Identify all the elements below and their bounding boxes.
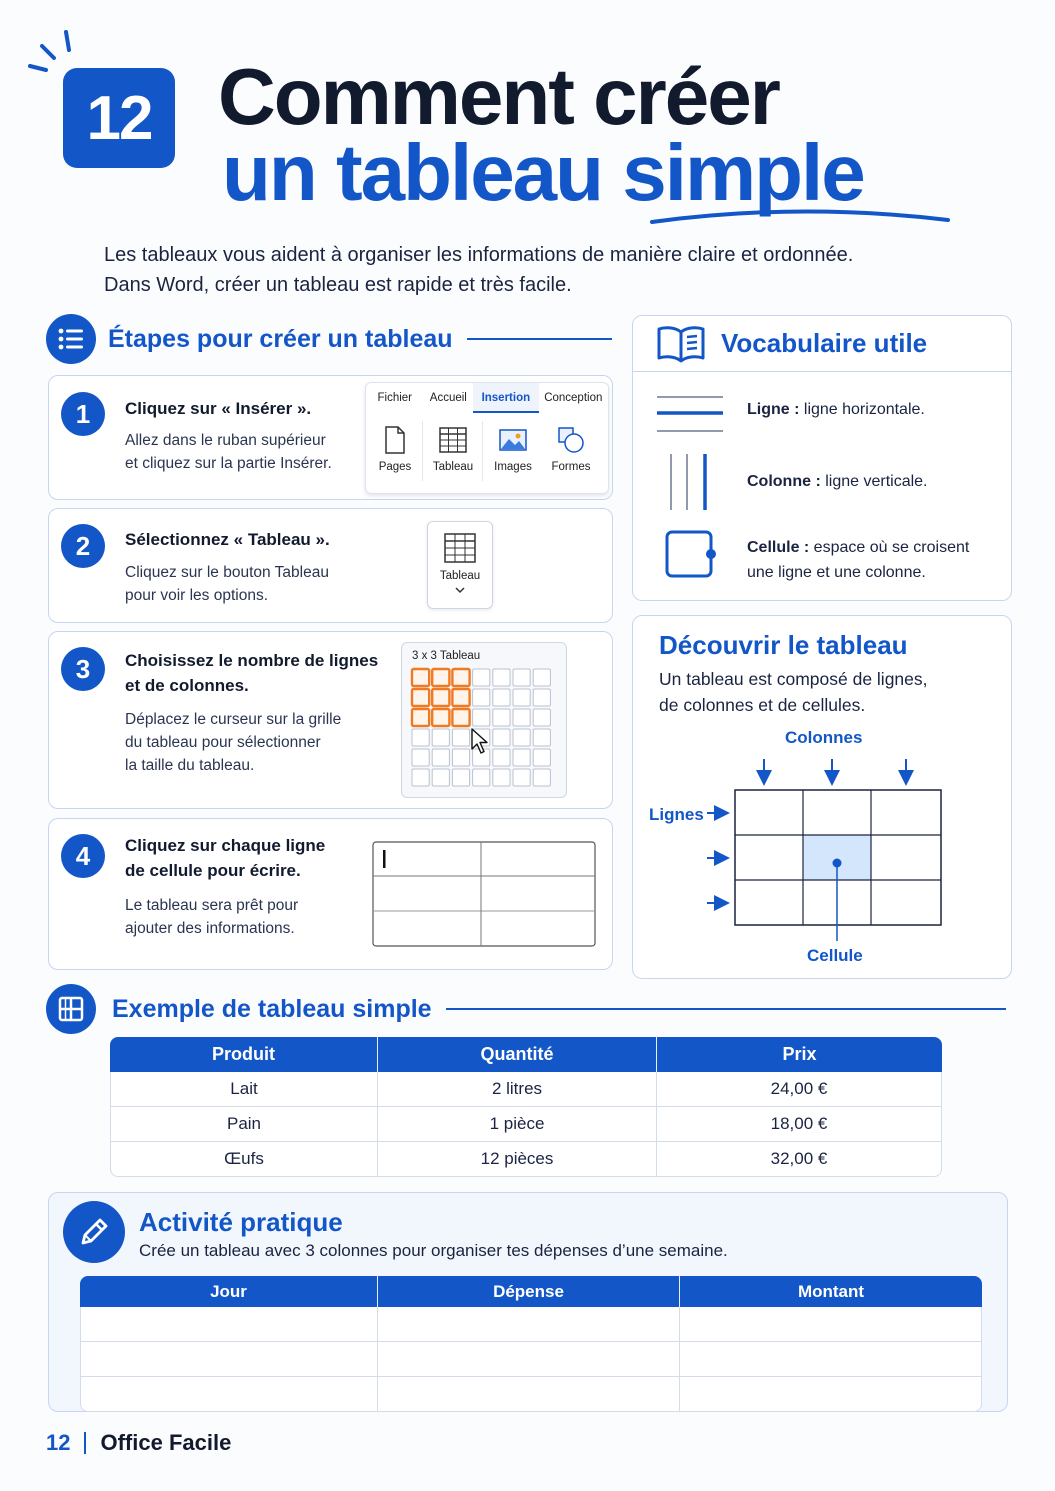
table-header-cell: Jour <box>80 1276 378 1307</box>
page-number: 12 <box>46 1430 71 1455</box>
example-table <box>110 1037 942 1177</box>
step-desc-line: Le tableau sera prêt pour <box>125 897 299 914</box>
step-card-1 <box>48 375 613 500</box>
example-section-header <box>46 984 1006 1034</box>
steps-section-title: Étapes pour créer un tableau <box>108 324 453 353</box>
table-row <box>110 1107 942 1142</box>
step-title-line: et de colonnes. <box>125 676 249 695</box>
grid-cell[interactable] <box>412 729 429 746</box>
table-cell: 24,00 € <box>657 1072 942 1107</box>
grid-cell[interactable] <box>533 729 550 746</box>
table-row <box>110 1142 942 1177</box>
vocab-term: Colonne : <box>747 473 821 490</box>
discover-panel <box>632 615 1012 979</box>
vocab-item-cellule <box>747 535 969 585</box>
grid-cell[interactable] <box>493 669 510 686</box>
ribbon-button-label: Pages <box>378 461 412 473</box>
step-title <box>125 648 378 698</box>
grid-cell[interactable] <box>513 709 530 726</box>
table-cell-empty[interactable] <box>80 1377 378 1412</box>
empty-table-preview[interactable] <box>372 841 598 949</box>
grid-picker-cells[interactable] <box>402 643 568 799</box>
steps-section-header <box>46 314 612 364</box>
step-description <box>125 708 341 777</box>
step-title-line: Cliquez sur chaque ligne <box>125 836 326 855</box>
table-cell: 32,00 € <box>657 1142 942 1177</box>
step-title: Cliquez sur « Insérer ». <box>125 399 312 418</box>
cell-label: Cellule <box>807 946 863 965</box>
table-row[interactable] <box>80 1377 982 1412</box>
ribbon-tab-insertion[interactable]: Insertion <box>473 383 538 413</box>
vocab-panel <box>632 315 1012 601</box>
grid-cell[interactable] <box>493 769 510 786</box>
table-cell: Œufs <box>110 1142 378 1177</box>
step-desc-line: Allez dans le ruban supérieur <box>125 432 326 449</box>
step-number-badge: 4 <box>61 834 105 878</box>
grid-cell[interactable] <box>533 749 550 766</box>
step-number-badge: 2 <box>61 524 105 568</box>
grid-cell[interactable] <box>513 749 530 766</box>
grid-cell[interactable] <box>412 769 429 786</box>
grid-cell[interactable] <box>432 729 449 746</box>
ribbon-button-images[interactable] <box>488 425 538 473</box>
ribbon-tab-fichier[interactable]: Fichier <box>377 392 413 404</box>
title-plain-text: un tableau <box>222 128 623 217</box>
step-card-2 <box>48 508 613 623</box>
page-footer <box>46 1430 231 1456</box>
ribbon-tab-conception[interactable]: Conception <box>544 392 603 404</box>
ribbon-button-tableau[interactable] <box>428 425 478 473</box>
step-title-line: de cellule pour écrire. <box>125 861 301 880</box>
title-underline-decoration <box>648 200 953 230</box>
activity-table[interactable] <box>80 1276 982 1412</box>
cell-icon <box>663 528 719 584</box>
intro-text <box>104 240 964 300</box>
table-cell-empty[interactable] <box>378 1377 680 1412</box>
table-header-row <box>110 1037 942 1072</box>
table-cell: 12 pièces <box>378 1142 657 1177</box>
grid-cell[interactable] <box>513 689 530 706</box>
table-row[interactable] <box>80 1342 982 1377</box>
table-header-row <box>80 1276 982 1307</box>
step-title-line: Choisissez le nombre de lignes <box>125 651 379 670</box>
rows-label: Lignes <box>649 805 704 824</box>
grid-icon <box>46 984 96 1034</box>
grid-cell[interactable] <box>533 689 550 706</box>
table-header-cell: Produit <box>110 1037 378 1072</box>
discover-desc-line: de colonnes et de cellules. <box>659 695 866 715</box>
grid-cell[interactable] <box>452 769 469 786</box>
ribbon-separator <box>422 421 423 481</box>
grid-cell-selected[interactable] <box>452 709 469 726</box>
vocab-header <box>633 316 1011 372</box>
table-cell: 1 pièce <box>378 1107 657 1142</box>
example-section-title: Exemple de tableau simple <box>112 994 432 1023</box>
step-title: Sélectionnez « Tableau ». <box>125 530 330 549</box>
table-header-cell: Prix <box>657 1037 942 1072</box>
table-size-picker[interactable] <box>401 642 567 798</box>
grid-picker-label: 3 x 3 Tableau <box>412 650 481 662</box>
table-icon <box>438 425 468 455</box>
step-desc-line: Déplacez le curseur sur la grille <box>125 711 342 728</box>
tableau-dropdown-button[interactable] <box>427 521 493 609</box>
activity-title: Activité pratique <box>139 1207 343 1237</box>
discover-desc-line: Un tableau est composé de lignes, <box>659 669 928 689</box>
grid-cell[interactable] <box>493 709 510 726</box>
ribbon-button-label: Images <box>494 461 532 473</box>
table-cell-empty[interactable] <box>378 1307 680 1342</box>
grid-cell[interactable] <box>473 689 490 706</box>
footer-brand: Office Facile <box>100 1430 232 1455</box>
table-header-cell: Montant <box>680 1276 982 1307</box>
section-divider <box>446 1008 1006 1010</box>
step-desc-line: du tableau pour sélectionner <box>125 734 321 751</box>
vocab-term: Cellule : <box>747 539 810 556</box>
activity-description: Crée un tableau avec 3 colonnes pour organiser tes dépenses d’une semaine. <box>139 1241 728 1260</box>
table-cell-empty[interactable] <box>680 1377 982 1412</box>
table-cell: 2 litres <box>378 1072 657 1107</box>
grid-cell-selected[interactable] <box>412 689 429 706</box>
chapter-number-badge: 12 <box>63 68 175 168</box>
grid-cell[interactable] <box>473 709 490 726</box>
grid-cell[interactable] <box>533 709 550 726</box>
step-card-4 <box>48 818 613 970</box>
table-cell: Lait <box>110 1072 378 1107</box>
vocab-definition: espace où se croisent <box>809 539 970 556</box>
table-cell-empty[interactable] <box>378 1342 680 1377</box>
ribbon-tab-accueil[interactable]: Accueil <box>429 392 467 404</box>
grid-cell-selected[interactable] <box>432 689 449 706</box>
table-cell-empty[interactable] <box>680 1342 982 1377</box>
step-number-badge: 1 <box>61 392 105 436</box>
ribbon-tabs <box>366 383 608 413</box>
list-icon <box>46 314 96 364</box>
table-cell-empty[interactable] <box>80 1342 378 1377</box>
intro-line-2: Dans Word, créer un tableau est rapide et très facile. <box>104 274 572 296</box>
step-desc-line: ajouter des informations. <box>125 920 295 937</box>
grid-cell[interactable] <box>513 729 530 746</box>
table-row[interactable] <box>80 1307 982 1342</box>
step-desc-line: la taille du tableau. <box>125 757 255 774</box>
column-lines-icon <box>665 452 715 512</box>
grid-cell[interactable] <box>473 769 490 786</box>
ribbon-button-formes[interactable] <box>546 425 596 473</box>
chevron-down-icon <box>455 586 465 594</box>
step-description <box>125 561 329 607</box>
page-title-line1: Comment créer <box>218 52 779 141</box>
step-desc-line: et cliquez sur la partie Insérer. <box>125 455 332 472</box>
tableau-button-label: Tableau <box>439 570 481 582</box>
grid-cell-selected[interactable] <box>412 669 429 686</box>
grid-cell[interactable] <box>473 669 490 686</box>
pencil-icon <box>63 1201 125 1263</box>
grid-cell[interactable] <box>493 689 510 706</box>
image-icon <box>498 425 528 455</box>
ribbon-button-pages[interactable] <box>370 425 420 473</box>
title-emphasis-text: simple <box>622 128 864 217</box>
grid-cell-selected[interactable] <box>412 709 429 726</box>
vocab-definition: ligne verticale. <box>820 473 928 490</box>
grid-cell[interactable] <box>432 769 449 786</box>
footer-divider <box>84 1432 86 1454</box>
vocab-definition-line2: une ligne et une colonne. <box>747 564 926 581</box>
table-header-cell: Dépense <box>378 1276 680 1307</box>
vocab-term: Ligne : <box>747 401 800 418</box>
grid-cell[interactable] <box>493 729 510 746</box>
table-cell: Pain <box>110 1107 378 1142</box>
grid-cell-selected[interactable] <box>452 669 469 686</box>
grid-cell[interactable] <box>533 769 550 786</box>
ribbon-button-label: Tableau <box>432 461 474 473</box>
ribbon-button-label: Formes <box>551 461 591 473</box>
step-card-3 <box>48 631 613 809</box>
section-divider <box>467 338 612 340</box>
columns-label: Colonnes <box>785 728 863 747</box>
word-ribbon-mock <box>365 382 609 494</box>
grid-cell[interactable] <box>432 749 449 766</box>
table-cell: 18,00 € <box>657 1107 942 1142</box>
grid-cell[interactable] <box>533 669 550 686</box>
discover-description <box>659 666 999 718</box>
vocab-item-colonne <box>747 469 927 494</box>
row-lines-icon <box>655 392 725 436</box>
grid-cell[interactable] <box>513 669 530 686</box>
step-desc-line: Cliquez sur le bouton Tableau <box>125 564 329 581</box>
table-icon <box>443 532 477 564</box>
step-description <box>125 894 298 940</box>
shapes-icon <box>556 425 586 455</box>
table-cell-empty[interactable] <box>80 1307 378 1342</box>
book-icon <box>655 324 707 364</box>
step-number-badge: 3 <box>61 647 105 691</box>
step-desc-line: pour voir les options. <box>125 587 269 604</box>
grid-cell-selected[interactable] <box>432 709 449 726</box>
grid-cell[interactable] <box>452 749 469 766</box>
vocab-definition: ligne horizontale. <box>799 401 925 418</box>
intro-line-1: Les tableaux vous aident à organiser les informations de manière claire et ordonnée. <box>104 244 854 266</box>
ribbon-separator <box>482 421 483 481</box>
vocab-item-ligne <box>747 397 925 422</box>
table-row <box>110 1072 942 1107</box>
grid-cell-selected[interactable] <box>432 669 449 686</box>
table-cell-empty[interactable] <box>680 1307 982 1342</box>
step-description <box>125 429 332 475</box>
grid-cell[interactable] <box>513 769 530 786</box>
step-title <box>125 833 325 883</box>
grid-cell[interactable] <box>493 749 510 766</box>
table-header-cell: Quantité <box>378 1037 657 1072</box>
vocab-title: Vocabulaire utile <box>721 328 928 358</box>
discover-title: Découvrir le tableau <box>659 630 908 660</box>
page-icon <box>382 425 408 455</box>
grid-cell[interactable] <box>412 749 429 766</box>
grid-cell-selected[interactable] <box>452 689 469 706</box>
grid-cell[interactable] <box>452 729 469 746</box>
